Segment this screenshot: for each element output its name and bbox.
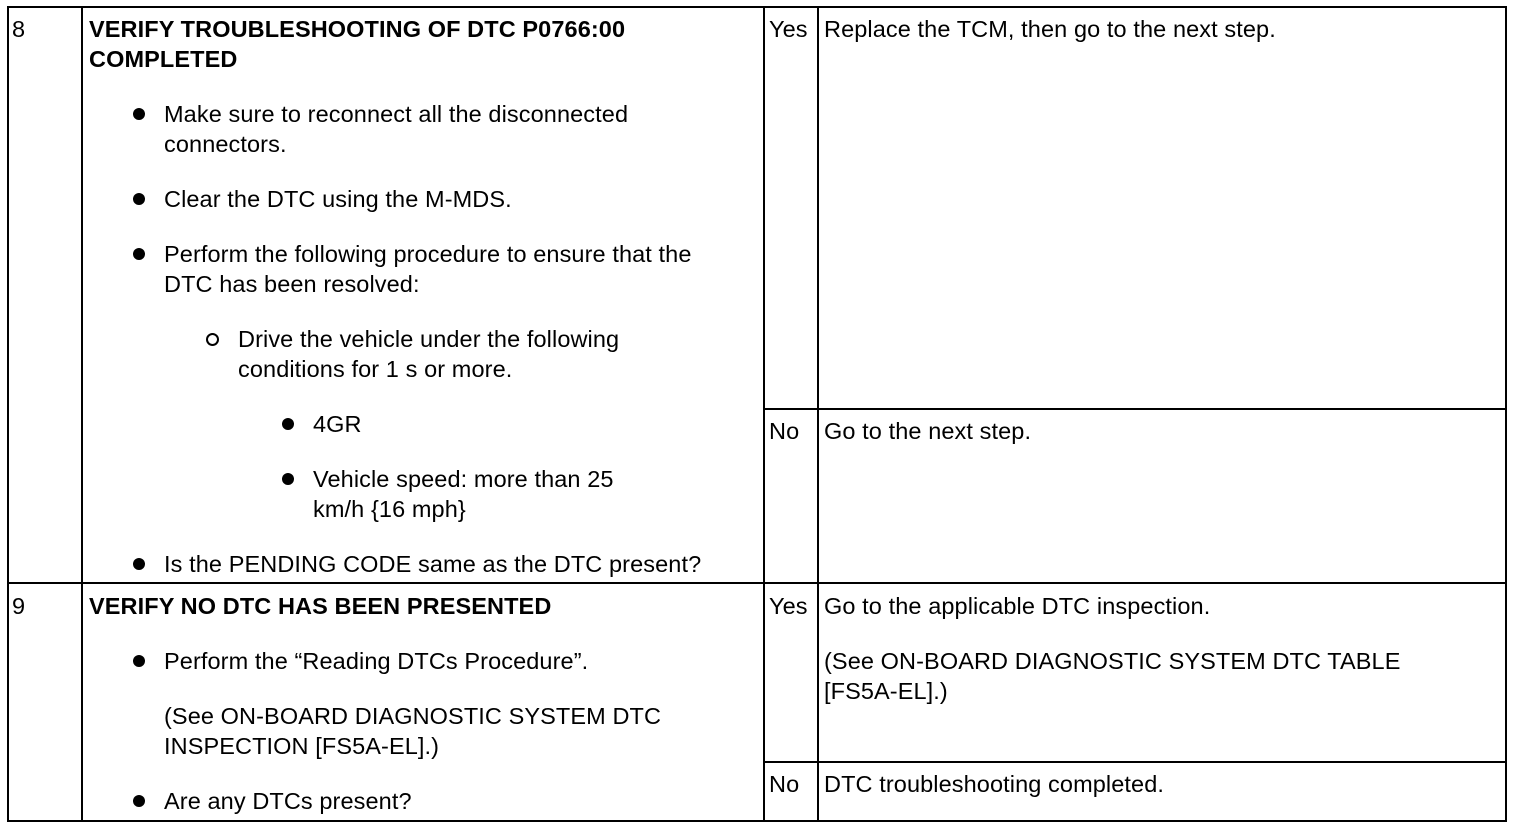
result-action: Replace the TCM, then go to the next step. bbox=[824, 16, 1276, 42]
step-number: 8 bbox=[12, 16, 26, 42]
sub-list-item: conditions for 1 s or more. bbox=[238, 356, 513, 382]
result-reference-note: [FS5A-EL].) bbox=[824, 678, 948, 704]
result-reference-note: (See ON-BOARD DIAGNOSTIC SYSTEM DTC TABLE bbox=[824, 648, 1401, 674]
divider-row-8-9 bbox=[8, 582, 1506, 584]
divider-step9-yes-no bbox=[764, 761, 1506, 763]
reference-note: (See ON-BOARD DIAGNOSTIC SYSTEM DTC bbox=[164, 703, 662, 729]
divider-result-column bbox=[763, 7, 765, 821]
bullet-icon bbox=[133, 248, 145, 260]
result-label-no: No bbox=[769, 771, 800, 797]
divider-step-column bbox=[81, 7, 83, 821]
step-heading-line: VERIFY NO DTC HAS BEEN PRESENTED bbox=[89, 593, 552, 619]
list-item: Perform the following procedure to ensure that the bbox=[164, 241, 692, 267]
list-item: Make sure to reconnect all the disconnected bbox=[164, 101, 629, 127]
result-label-yes: Yes bbox=[769, 16, 808, 42]
bullet-icon bbox=[282, 473, 294, 485]
reference-note: INSPECTION [FS5A-EL].) bbox=[164, 733, 440, 759]
result-action: Go to the next step. bbox=[824, 418, 1032, 444]
result-label-yes: Yes bbox=[769, 593, 808, 619]
divider-action-column bbox=[817, 7, 819, 821]
step-question: Is the PENDING CODE same as the DTC present? bbox=[164, 551, 702, 577]
sub-sub-list-item: km/h {16 mph} bbox=[313, 496, 466, 522]
step-number: 9 bbox=[12, 593, 26, 619]
bullet-icon bbox=[133, 558, 145, 570]
divider-step8-yes-no bbox=[764, 408, 1506, 410]
bullet-icon bbox=[133, 795, 145, 807]
sub-list-item: Drive the vehicle under the following bbox=[238, 326, 620, 352]
step-heading-line: COMPLETED bbox=[89, 46, 238, 72]
bullet-icon bbox=[133, 193, 145, 205]
bullet-icon bbox=[282, 418, 294, 430]
list-item: connectors. bbox=[164, 131, 287, 157]
sub-sub-list-item: Vehicle speed: more than 25 bbox=[313, 466, 614, 492]
bullet-icon bbox=[133, 655, 145, 667]
result-action: Go to the applicable DTC inspection. bbox=[824, 593, 1211, 619]
step-heading-line: VERIFY TROUBLESHOOTING OF DTC P0766:00 bbox=[89, 16, 626, 42]
result-label-no: No bbox=[769, 418, 800, 444]
list-item: DTC has been resolved: bbox=[164, 271, 420, 297]
sub-sub-list-item: 4GR bbox=[313, 411, 362, 437]
list-item: Clear the DTC using the M-MDS. bbox=[164, 186, 512, 212]
list-item: Perform the “Reading DTCs Procedure”. bbox=[164, 648, 589, 674]
bullet-icon bbox=[133, 108, 145, 120]
hollow-bullet-icon bbox=[206, 333, 219, 346]
result-action: DTC troubleshooting completed. bbox=[824, 771, 1165, 797]
step-question: Are any DTCs present? bbox=[164, 788, 412, 814]
